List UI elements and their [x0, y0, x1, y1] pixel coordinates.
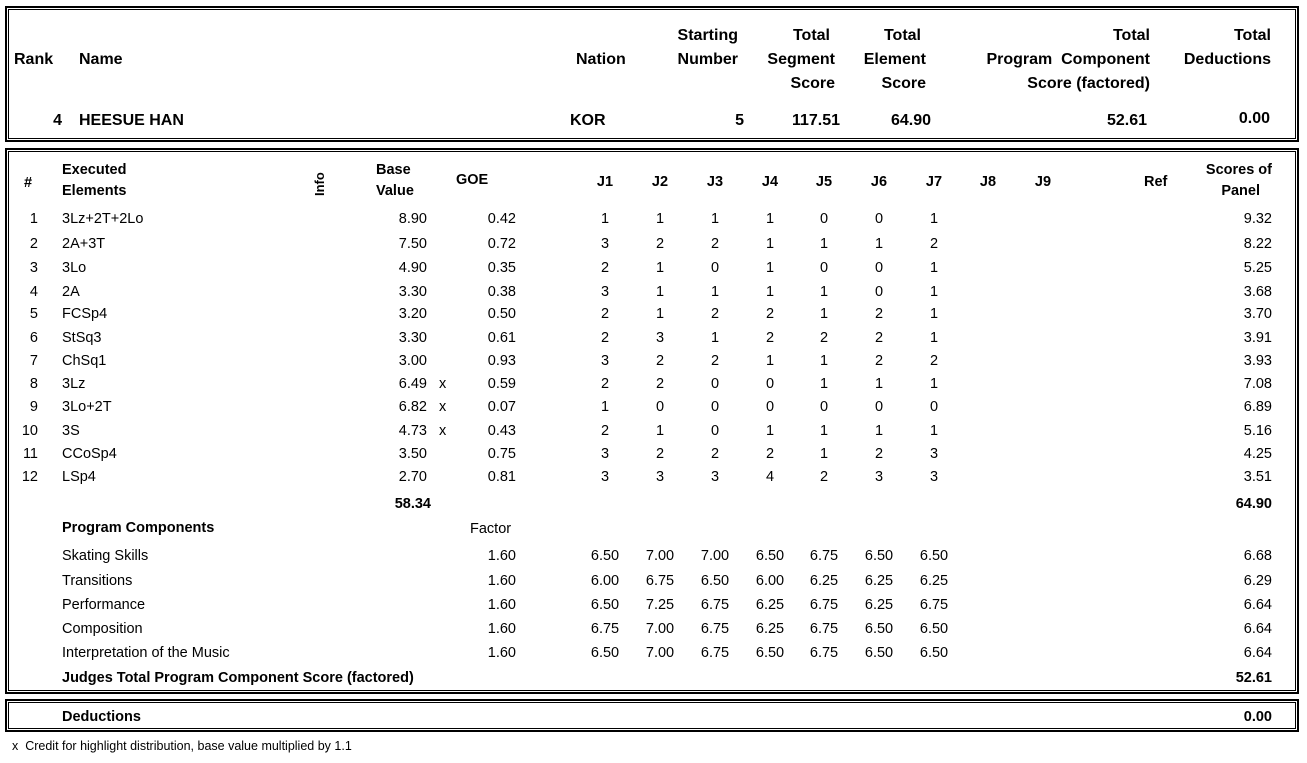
element-judge-score: 2	[655, 446, 665, 462]
element-judge-score: 0	[819, 260, 829, 276]
tss-header-3: Score	[790, 75, 835, 92]
element-name: 3Lz+2T+2Lo	[62, 211, 144, 227]
element-judge-score: 1	[655, 423, 665, 439]
element-name: 3Lz	[62, 376, 86, 392]
skater-nation: KOR	[570, 112, 606, 129]
component-judge-score: 7.00	[700, 548, 730, 564]
element-num: 3	[29, 260, 38, 276]
judge-header-2: J2	[651, 174, 669, 190]
component-panel-score: 6.29	[1243, 573, 1272, 589]
starting-number-header-2: Number	[677, 51, 738, 68]
element-goe: 0.75	[487, 446, 516, 462]
name-header: Name	[79, 51, 123, 68]
element-panel-score: 4.25	[1243, 446, 1272, 462]
element-judge-score: 0	[655, 399, 665, 415]
tss-header-1: Total	[792, 27, 830, 44]
element-name: ChSq1	[62, 353, 107, 369]
element-judge-score: 3	[874, 469, 884, 485]
element-judge-score: 0	[765, 376, 775, 392]
element-judge-score: 1	[929, 423, 939, 439]
element-goe: 0.42	[487, 211, 516, 227]
skater-tss: 117.51	[791, 112, 840, 129]
element-goe: 0.93	[487, 353, 516, 369]
tes-header-1: Total	[883, 27, 921, 44]
element-num: 11	[22, 446, 38, 462]
judge-header-6: J6	[870, 174, 888, 190]
element-panel-score: 3.68	[1243, 284, 1272, 300]
element-judge-score: 2	[600, 376, 610, 392]
deductions-label: Deductions	[62, 709, 141, 725]
component-judge-score: 6.00	[755, 573, 785, 589]
component-judge-score: 6.75	[809, 597, 839, 613]
element-judge-score: 0	[710, 376, 720, 392]
element-judge-score: 1	[600, 211, 610, 227]
element-num: 7	[29, 353, 38, 369]
col-base-header-1: Base	[376, 162, 411, 178]
element-judge-score: 3	[600, 236, 610, 252]
element-goe: 0.81	[487, 469, 516, 485]
element-judge-score: 2	[655, 353, 665, 369]
component-judge-score: 6.75	[590, 621, 620, 637]
element-judge-score: 0	[710, 423, 720, 439]
factor-header: Factor	[470, 521, 512, 537]
element-judge-score: 0	[929, 399, 939, 415]
element-panel-score: 6.89	[1243, 399, 1272, 415]
element-judge-score: 2	[600, 330, 610, 346]
element-judge-score: 2	[874, 353, 884, 369]
component-panel-score: 6.64	[1243, 597, 1272, 613]
component-judge-score: 7.00	[645, 621, 675, 637]
component-judge-score: 6.50	[755, 548, 785, 564]
element-num: 8	[29, 376, 38, 392]
component-judge-score: 6.50	[919, 645, 949, 661]
skater-rank: 4	[53, 112, 62, 129]
component-name: Interpretation of the Music	[62, 645, 230, 661]
element-judge-score: 2	[765, 330, 775, 346]
element-judge-score: 1	[765, 236, 775, 252]
component-judge-score: 6.50	[755, 645, 785, 661]
element-info: x	[439, 376, 447, 392]
pcs-total-label: Judges Total Program Component Score (factored)	[62, 670, 414, 686]
col-num-header: #	[24, 175, 33, 191]
element-num: 6	[29, 330, 38, 346]
skater-starting-number: 5	[735, 112, 744, 129]
element-goe: 0.50	[487, 306, 516, 322]
element-goe: 0.59	[487, 376, 516, 392]
element-num: 2	[29, 236, 38, 252]
element-panel-score: 3.51	[1243, 469, 1272, 485]
element-judge-score: 2	[819, 469, 829, 485]
starting-number-header-1: Starting	[677, 27, 738, 44]
col-base-header-2: Value	[376, 183, 414, 199]
element-judge-score: 4	[765, 469, 775, 485]
element-judge-score: 3	[710, 469, 720, 485]
element-judge-score: 2	[600, 306, 610, 322]
component-judge-score: 6.50	[919, 621, 949, 637]
col-executed-header-1: Executed	[62, 162, 127, 178]
component-judge-score: 6.75	[700, 597, 730, 613]
deductions-value: 0.00	[1243, 709, 1272, 725]
element-base-value: 3.50	[398, 446, 427, 462]
component-judge-score: 6.50	[590, 597, 620, 613]
element-judge-score: 1	[765, 353, 775, 369]
element-panel-score: 9.32	[1243, 211, 1272, 227]
component-judge-score: 6.75	[809, 548, 839, 564]
ded-header-2: Deductions	[1183, 51, 1271, 68]
element-goe: 0.38	[487, 284, 516, 300]
elements-panel-total: 64.90	[1235, 496, 1272, 512]
judge-header-3: J3	[706, 174, 724, 190]
pcs-header-2: Program Component	[986, 51, 1150, 68]
component-judge-score: 6.75	[700, 645, 730, 661]
judge-header-7: J7	[925, 174, 943, 190]
pcs-total-value: 52.61	[1235, 670, 1272, 686]
component-name: Composition	[62, 621, 143, 637]
element-judge-score: 2	[655, 236, 665, 252]
element-judge-score: 2	[600, 423, 610, 439]
component-judge-score: 6.25	[755, 621, 785, 637]
element-panel-score: 3.93	[1243, 353, 1272, 369]
footnote: x Credit for highlight distribution, base value multiplied by 1.1	[12, 739, 352, 753]
element-judge-score: 1	[710, 284, 720, 300]
element-judge-score: 0	[874, 211, 884, 227]
element-judge-score: 3	[600, 446, 610, 462]
element-judge-score: 1	[710, 211, 720, 227]
element-base-value: 3.00	[398, 353, 427, 369]
element-judge-score: 1	[819, 284, 829, 300]
element-name: 3Lo	[62, 260, 87, 276]
pcs-header-1: Total	[1112, 27, 1150, 44]
element-judge-score: 0	[710, 399, 720, 415]
component-judge-score: 6.50	[864, 621, 894, 637]
element-judge-score: 1	[819, 446, 829, 462]
element-name: 2A+3T	[62, 236, 106, 252]
element-judge-score: 2	[710, 446, 720, 462]
element-num: 1	[29, 211, 38, 227]
element-judge-score: 0	[765, 399, 775, 415]
component-judge-score: 7.00	[645, 645, 675, 661]
element-judge-score: 2	[655, 376, 665, 392]
col-panel-header-2: Panel	[1221, 183, 1260, 199]
element-judge-score: 0	[710, 260, 720, 276]
element-judge-score: 2	[929, 353, 939, 369]
component-factor: 1.60	[487, 548, 516, 564]
element-judge-score: 0	[819, 399, 829, 415]
col-goe-header: GOE	[456, 172, 489, 188]
component-name: Performance	[62, 597, 146, 613]
element-judge-score: 1	[765, 260, 775, 276]
element-panel-score: 8.22	[1243, 236, 1272, 252]
element-judge-score: 2	[819, 330, 829, 346]
element-base-value: 4.90	[398, 260, 427, 276]
element-judge-score: 3	[655, 330, 665, 346]
element-goe: 0.07	[487, 399, 516, 415]
component-judge-score: 6.75	[919, 597, 949, 613]
element-judge-score: 1	[874, 376, 884, 392]
element-judge-score: 1	[819, 236, 829, 252]
component-judge-score: 6.00	[590, 573, 620, 589]
element-judge-score: 2	[710, 353, 720, 369]
component-judge-score: 6.75	[809, 621, 839, 637]
element-judge-score: 1	[819, 376, 829, 392]
element-num: 5	[29, 306, 38, 322]
skater-tes: 64.90	[890, 112, 931, 129]
element-base-value: 3.30	[398, 330, 427, 346]
component-judge-score: 6.25	[755, 597, 785, 613]
col-info-header: Info	[312, 172, 327, 196]
judge-header-9: J9	[1034, 174, 1052, 190]
element-info: x	[439, 423, 447, 439]
skater-name: HEESUE HAN	[79, 112, 184, 129]
component-judge-score: 6.50	[864, 548, 894, 564]
element-name: 3S	[62, 423, 80, 439]
nation-header: Nation	[576, 51, 626, 68]
element-judge-score: 1	[929, 306, 939, 322]
judge-header-8: J8	[979, 174, 997, 190]
tss-header-2: Segment	[767, 51, 835, 68]
component-judge-score: 6.25	[864, 597, 894, 613]
element-name: CCoSp4	[62, 446, 117, 462]
element-judge-score: 1	[929, 211, 939, 227]
element-goe: 0.35	[487, 260, 516, 276]
element-base-value: 3.20	[398, 306, 427, 322]
element-judge-score: 1	[929, 376, 939, 392]
element-panel-score: 5.16	[1243, 423, 1272, 439]
element-base-value: 3.30	[398, 284, 427, 300]
element-judge-score: 2	[765, 446, 775, 462]
element-judge-score: 1	[655, 284, 665, 300]
component-judge-score: 6.50	[919, 548, 949, 564]
elements-base-total: 58.34	[394, 496, 431, 512]
component-panel-score: 6.64	[1243, 621, 1272, 637]
element-judge-score: 3	[600, 353, 610, 369]
judge-header-5: J5	[815, 174, 833, 190]
element-info: x	[439, 399, 447, 415]
element-name: 3Lo+2T	[62, 399, 112, 415]
component-judge-score: 6.75	[645, 573, 675, 589]
element-num: 10	[21, 423, 38, 439]
element-judge-score: 2	[874, 330, 884, 346]
component-judge-score: 6.25	[809, 573, 839, 589]
element-panel-score: 7.08	[1243, 376, 1272, 392]
skater-pcs: 52.61	[1106, 112, 1147, 129]
element-num: 4	[29, 284, 38, 300]
element-judge-score: 1	[819, 306, 829, 322]
element-judge-score: 2	[874, 306, 884, 322]
pcs-header-3: Score (factored)	[1027, 75, 1150, 92]
element-base-value: 6.49	[398, 376, 427, 392]
element-name: FCSp4	[62, 306, 108, 322]
element-name: StSq3	[62, 330, 102, 346]
component-judge-score: 6.50	[590, 548, 620, 564]
element-judge-score: 1	[929, 330, 939, 346]
element-judge-score: 3	[929, 469, 939, 485]
element-judge-score: 0	[874, 399, 884, 415]
component-judge-score: 6.25	[864, 573, 894, 589]
judge-header-4: J4	[761, 174, 779, 190]
element-judge-score: 2	[874, 446, 884, 462]
element-judge-score: 1	[710, 330, 720, 346]
tes-header-2: Element	[863, 51, 926, 68]
element-judge-score: 2	[710, 236, 720, 252]
ded-header-1: Total	[1233, 27, 1271, 44]
element-base-value: 7.50	[398, 236, 427, 252]
col-ref-header: Ref	[1144, 174, 1168, 190]
element-judge-score: 1	[874, 236, 884, 252]
col-panel-header-1: Scores of	[1205, 162, 1272, 178]
element-num: 9	[29, 399, 38, 415]
tes-header-3: Score	[881, 75, 926, 92]
element-judge-score: 3	[655, 469, 665, 485]
component-judge-score: 6.75	[809, 645, 839, 661]
component-judge-score: 6.25	[919, 573, 949, 589]
element-judge-score: 1	[765, 284, 775, 300]
component-judge-score: 6.50	[700, 573, 730, 589]
component-name: Transitions	[62, 573, 133, 589]
program-components-title: Program Components	[62, 520, 215, 536]
element-judge-score: 0	[819, 211, 829, 227]
element-judge-score: 1	[819, 353, 829, 369]
element-judge-score: 2	[710, 306, 720, 322]
deductions-box	[5, 699, 1299, 732]
element-judge-score: 1	[819, 423, 829, 439]
element-judge-score: 0	[874, 260, 884, 276]
element-judge-score: 1	[655, 260, 665, 276]
element-judge-score: 1	[929, 260, 939, 276]
element-judge-score: 1	[600, 399, 610, 415]
component-judge-score: 7.00	[645, 548, 675, 564]
element-judge-score: 1	[655, 211, 665, 227]
element-judge-score: 1	[655, 306, 665, 322]
element-judge-score: 1	[765, 423, 775, 439]
component-factor: 1.60	[487, 645, 516, 661]
col-executed-header-2: Elements	[62, 183, 127, 199]
component-judge-score: 6.50	[864, 645, 894, 661]
element-panel-score: 3.91	[1243, 330, 1272, 346]
component-factor: 1.60	[487, 573, 516, 589]
component-judge-score: 6.75	[700, 621, 730, 637]
component-judge-score: 7.25	[645, 597, 675, 613]
element-judge-score: 2	[765, 306, 775, 322]
element-base-value: 8.90	[398, 211, 427, 227]
element-name: LSp4	[62, 469, 96, 485]
element-base-value: 6.82	[398, 399, 427, 415]
element-judge-score: 0	[874, 284, 884, 300]
rank-header: Rank	[14, 51, 54, 68]
component-name: Skating Skills	[62, 548, 149, 564]
element-name: 2A	[62, 284, 80, 300]
component-factor: 1.60	[487, 621, 516, 637]
element-judge-score: 3	[600, 284, 610, 300]
element-judge-score: 3	[929, 446, 939, 462]
component-factor: 1.60	[487, 597, 516, 613]
element-judge-score: 1	[765, 211, 775, 227]
element-panel-score: 3.70	[1243, 306, 1272, 322]
element-num: 12	[21, 469, 38, 485]
skater-deductions: 0.00	[1238, 110, 1270, 127]
element-judge-score: 3	[600, 469, 610, 485]
element-base-value: 4.73	[398, 423, 427, 439]
element-judge-score: 2	[929, 236, 939, 252]
element-judge-score: 1	[929, 284, 939, 300]
element-base-value: 2.70	[398, 469, 427, 485]
component-panel-score: 6.64	[1243, 645, 1272, 661]
element-goe: 0.43	[487, 423, 516, 439]
element-goe: 0.72	[487, 236, 516, 252]
judge-header-1: J1	[596, 174, 614, 190]
component-judge-score: 6.50	[590, 645, 620, 661]
element-judge-score: 1	[874, 423, 884, 439]
element-goe: 0.61	[487, 330, 516, 346]
element-panel-score: 5.25	[1243, 260, 1272, 276]
element-judge-score: 2	[600, 260, 610, 276]
component-panel-score: 6.68	[1243, 548, 1272, 564]
